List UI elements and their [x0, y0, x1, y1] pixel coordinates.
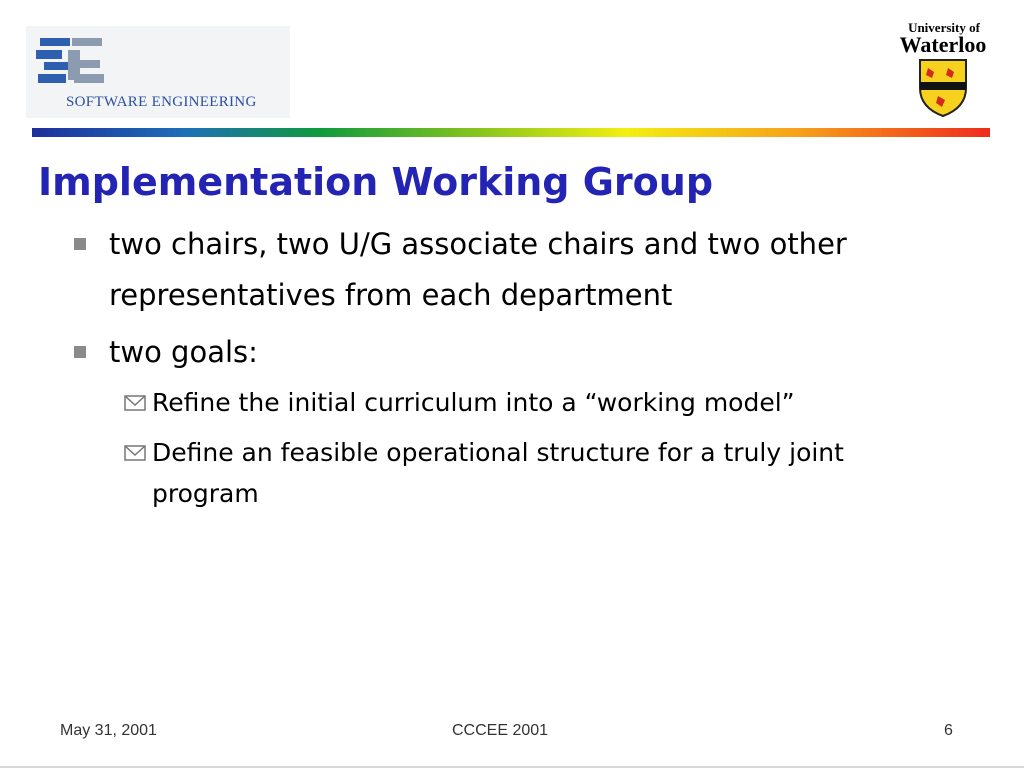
page-number: 6	[944, 722, 953, 739]
waterloo-logo	[884, 18, 1002, 122]
software-engineering-logo	[26, 26, 290, 118]
header-color-bar	[32, 128, 990, 137]
square-bullet-icon	[74, 346, 86, 358]
footer-date: May 31, 2001	[60, 722, 157, 739]
envelope-bullet-icon	[124, 395, 146, 411]
envelope-bullet-icon	[124, 445, 146, 461]
sub-bullet-item-2: Define an feasible operational structure for a truly joint program	[152, 438, 844, 508]
footer-center: CCCEE 2001	[452, 722, 549, 739]
square-bullet-icon	[74, 238, 86, 250]
se-logo-text: SOFTWARE ENGINEERING	[66, 94, 257, 110]
slide-title: Implementation Working Group	[38, 160, 714, 204]
bullet-item-1: two chairs, two U/G associate chairs and two other representatives from each department	[109, 227, 847, 312]
uw-logo-line2: Waterloo	[899, 32, 987, 57]
uw-crest-icon	[918, 58, 968, 118]
se-mark-icon	[34, 34, 106, 92]
uw-logo-line1: University of	[908, 20, 980, 35]
bullet-item-2: two goals:	[109, 335, 258, 369]
sub-bullet-item-1: Refine the initial curriculum into a “working model”	[152, 388, 795, 417]
